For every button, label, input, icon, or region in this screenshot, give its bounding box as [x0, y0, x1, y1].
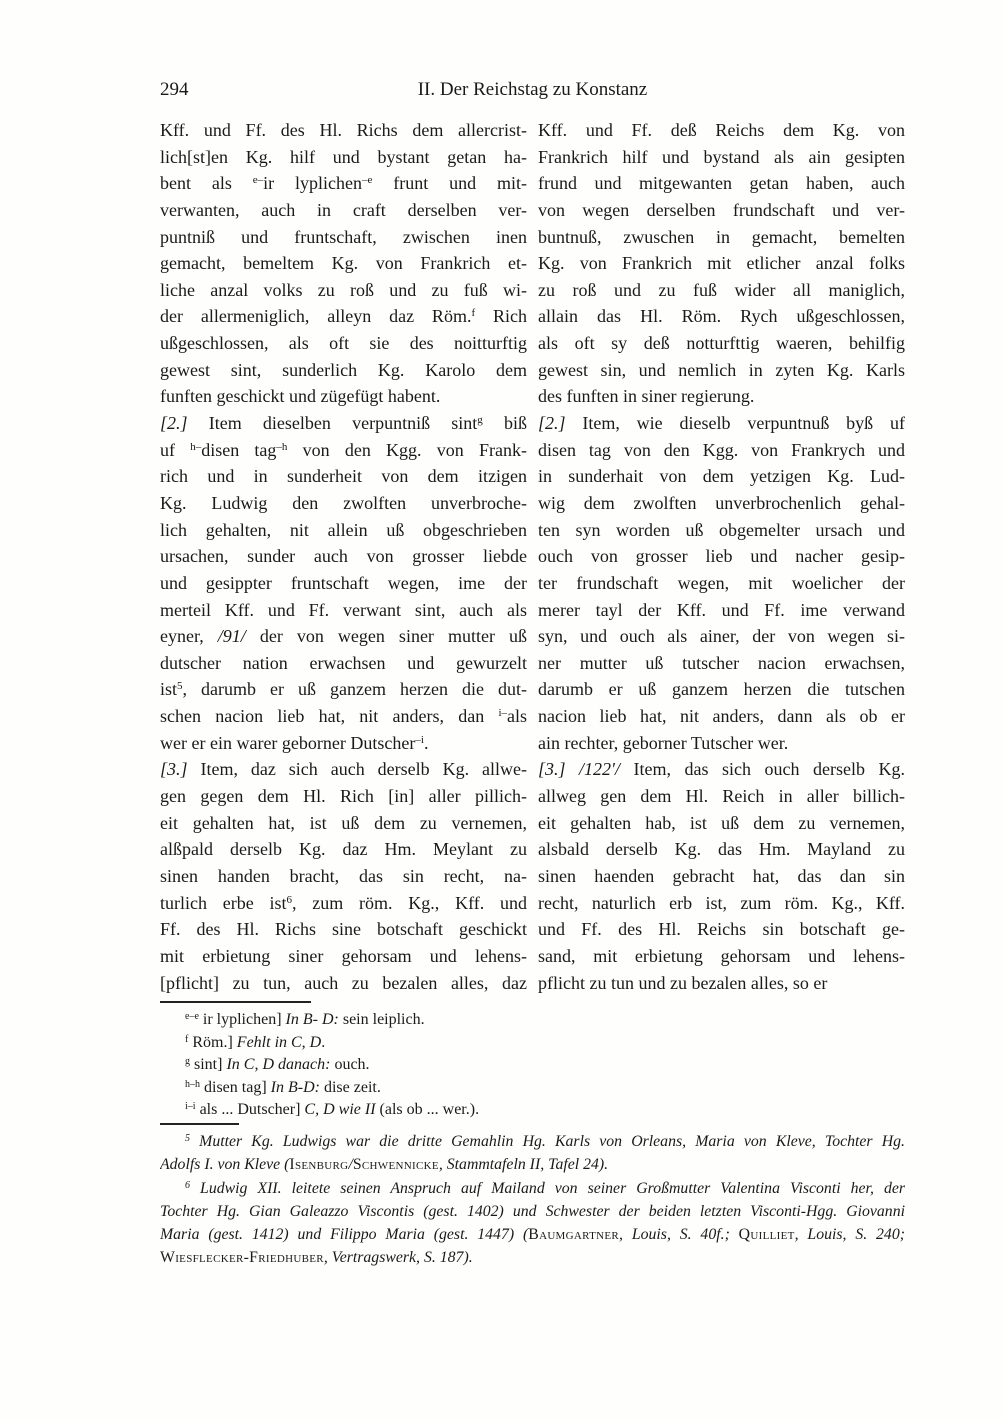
text-columns	[160, 117, 905, 996]
critical-apparatus: $^{e-e}$ ir lyplichen] In B- D: sein leiplich. $^f$ Röm.] Fehlt in C, D. $^g$ sint] In C, D danach: ouch. $^{h-h}$ disen tag] In B-D: dise zeit. $^{i-i}$ als ... Dutscher] C, D wie II (als ob ... wer.).	[185, 1011, 480, 1119]
right-paragraph-2: [2.] Item, wie dieselb verpuntnuß byß uf disen tag von den Kgg. von Frankrych und in sunderhait von dem yetzigen Kg. Lud- wig dem zwolften unverbrochenlich gehal- ten syn worden uß obgemelter ursach und ouch von grosser lieb und nacher gesip- ter frundschaft wegen, mit woelicher der merer tayl der Kff. und Ff. ime verwand syn, und ouch als ainer, der von wegen si- ner mutter uß tutscher nacion erwachsen, darumb er uß ganzem herzen die tutschen nacion lieb hat, nit anders, dann als ob er ain rechter, geborner Tutscher wer.	[538, 413, 905, 753]
footnotes-divider	[160, 1123, 239, 1125]
page-number: 294	[160, 79, 189, 100]
running-head: II. Der Reichstag zu Konstanz	[417, 79, 648, 100]
page-header	[160, 79, 905, 103]
left-paragraph-3: [3.] Item, daz sich auch derselb Kg. allwe- gen gegen dem Hl. Rich [in] aller pillich- eit gehalten hat, ist uß dem zu vernemen, alßpald derselb Kg. daz Hm. Meylant zu sinen handen bracht, das sin recht, na- turlich erbe ist$^6$, zum röm. Kg., Kff. und Ff. des Hl. Richs sine botschaft geschickt mit erbietung siner gehorsam und lehens- [pflicht] zu tun, auch zu bezalen alles, daz	[160, 759, 527, 993]
right-paragraph-3: [3.] /122′/ Item, das sich ouch derselb Kg. allweg gen dem Hl. Reich in aller billich- eit gehalten hab, ist uß dem zu vernemen, alsbald derselb Kg. das Hm. Mayland zu sinen haenden gebracht hat, das dan sin recht, naturlich erb ist, zum röm. Kg., Kff. und Ff. des Hl. Reichs sin botschaft ge- sand, mit erbietung gehorsam und lehens- pflicht zu tun und zu bezalen alles, so er	[538, 759, 905, 993]
footnotes: $^5$ Mutter Kg. Ludwigs war die dritte Gemahlin Hg. Karls von Orleans, Maria von Kleve, Tochter Hg. Adolfs I. von Kleve (Isenburg/Schwennicke, Stammtafeln II, Tafel 24). $^6$ Ludwig XII. leitete seinen Anspruch auf Mailand von seiner Großmutter Valentina Visconti her, der Tochter Hg. Gian Galeazzo Viscontis (gest. 1402) und Schwester der beiden letzten Visconti-Hgg. Giovanni Maria (gest. 1412) und Filippo Maria (gest. 1447) (Baumgartner, Louis, S. 40f.; Quilliet, Louis, S. 240; Wiesflecker-Friedhuber, Vertragswerk, S. 187).	[160, 1133, 905, 1267]
left-paragraph-2: [2.] Item dieselben verpuntniß sint$^g$ biß uf $^{h-}$disen tag$^{-h}$ von den Kgg. von Frank- rich und in sunderheit von dem itzigen Kg. Ludwig den zwolften unverbroche- lich gehalten, nit allein uß obgeschrieben ursachen, sunder auch von grosser liebde und gesippter fruntschaft wegen, ime der merteil Kff. und Ff. verwant sint, auch als eyner, /91/ der von wegen siner mutter uß dutscher nation erwachsen und gewurzelt ist$^5$, darumb er uß ganzem herzen die dut- schen nacion lieb hat, nit anders, dan $^{i-}$als wer er ein warer geborner Dutscher$^{-i}$.	[160, 413, 527, 753]
right-paragraph-1: Kff. und Ff. deß Reichs dem Kg. von Frankrich hilf und bystand als ain gesipten frund und mitgewanten getan haben, auch von wegen derselben frundschaft und ver- buntnuß, zwuschen in gemacht, bemelten Kg. von Frankrich mit etlicher anzal folks zu roß und zu fuß wider all maniglich, allain das Hl. Röm. Rych ußgeschlossen, als oft sy deß notturfttig waeren, behilfig gewest sin, und nemlich in zyten Kg. Karls des funften in siner regierung.	[538, 120, 905, 407]
left-column	[160, 117, 527, 996]
right-column	[538, 117, 905, 996]
apparatus-divider	[160, 1001, 311, 1003]
left-paragraph-1: Kff. und Ff. des Hl. Richs dem allercrist- lich[st]en Kg. hilf und bystant getan ha- bent als $^{e-}$ir lyplichen$^{-e}$ frunt und mit- verwanten, auch in craft derselben ver- puntniß und fruntschaft, zwischen inen gemacht, bemeltem Kg. von Frankrich et- liche anzal volks zu roß und zu fuß wi- der allermeniglich, alleyn daz Röm.$^f$ Rich ußgeschlossen, als oft sie des noitturftig gewest sint, sunderlich Kg. Karolo dem funften geschickt und zügefügt habent.	[160, 120, 527, 407]
